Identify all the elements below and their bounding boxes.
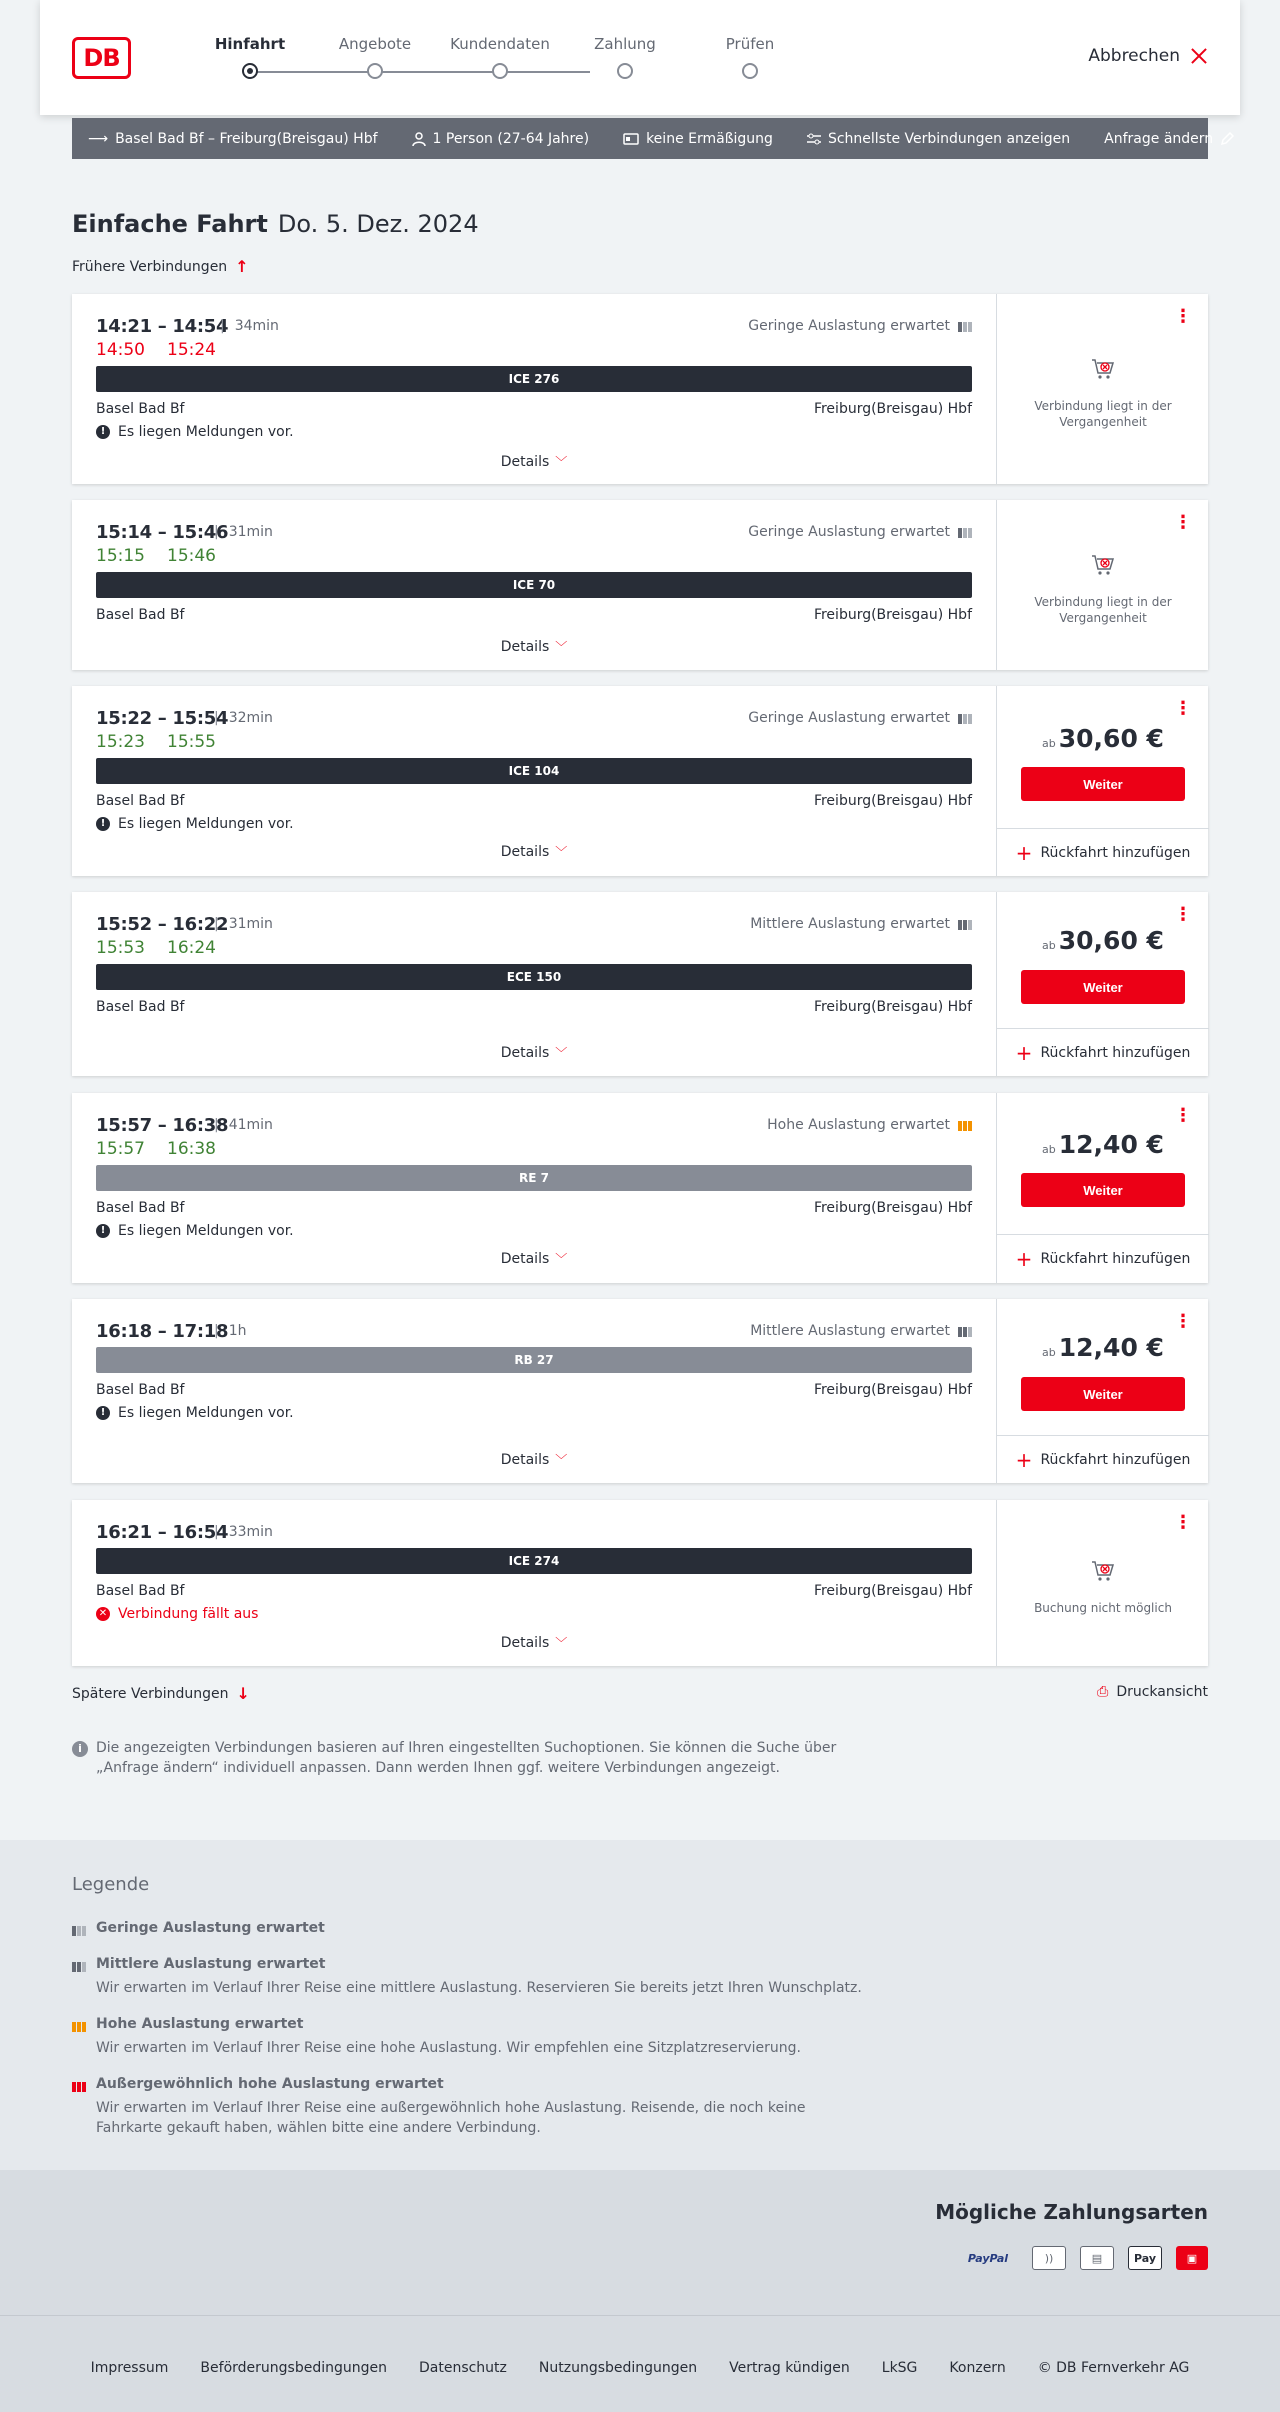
cancelled-notice (96, 1606, 258, 1622)
from-station: Basel Bad Bf (96, 793, 185, 809)
load-text: Mittlere Auslastung erwartet (750, 916, 950, 932)
details-toggle[interactable] (72, 1634, 996, 1651)
legend-item-desc: Wir erwarten im Verlauf Ihrer Reise eine außergewöhnlich hohe Auslastung. Reisende, die noch keine Fahrkarte gekauft haben, wählen bitte eine andere Verbindung. (96, 2100, 806, 2136)
db-logo[interactable]: DB (72, 37, 131, 79)
realtime-arrival: 15:55 (167, 732, 216, 752)
details-toggle[interactable] (72, 1250, 996, 1267)
price-value: 30,60 € (1058, 926, 1164, 955)
info-notice (72, 1738, 852, 1778)
connection-duration: | 1h (214, 1323, 247, 1339)
price-value: 30,60 € (1058, 724, 1164, 753)
cart-unavailable-icon (1091, 554, 1115, 576)
footer (0, 2315, 1280, 2412)
details-toggle[interactable] (72, 843, 996, 860)
details-label: Details (500, 1251, 550, 1267)
details-toggle[interactable] (72, 638, 996, 655)
progress-line (250, 71, 590, 73)
footer-link-konzern[interactable]: Konzern (949, 2360, 1006, 2376)
price-prefix: ab (1042, 939, 1056, 952)
alert-icon: ! (96, 817, 110, 831)
add-return-button[interactable] (997, 828, 1209, 876)
chevron-down-icon: ﹀ (555, 455, 568, 469)
arrow-up-icon: ↑ (235, 257, 249, 276)
chevron-down-icon: ﹀ (555, 845, 568, 859)
booking-panel (996, 892, 1208, 1076)
connection-card (72, 686, 1208, 876)
to-station: Freiburg(Breisgau) Hbf (813, 793, 972, 809)
query-bar (72, 118, 1214, 159)
filter-icon (807, 133, 821, 145)
message-notice (96, 1223, 294, 1239)
footer-link-datenschutz[interactable]: Datenschutz (418, 2360, 507, 2376)
query-option (807, 131, 1070, 147)
sepa-icon: ▤ (1080, 2246, 1114, 2270)
to-station: Freiburg(Breisgau) Hbf (813, 607, 972, 623)
load-low-icon (958, 526, 972, 538)
paypal-icon: PayPal (967, 2251, 1009, 2265)
legend-item-desc: Wir erwarten im Verlauf Ihrer Reise eine mittlere Auslastung. Reservieren Sie bereits jetzt Ihren Wunschplatz. (96, 1980, 862, 1996)
legend-item-title: Außergewöhnlich hohe Auslastung erwartet (96, 2076, 444, 2092)
more-options-icon[interactable]: ⋮ (1174, 1105, 1192, 1126)
load-low-icon (72, 1924, 86, 1936)
past-line-2: Vergangenheit (1059, 611, 1147, 625)
legend-item-title: Mittlere Auslastung erwartet (96, 1956, 326, 1972)
footer-copyright: © DB Fernverkehr AG (1037, 2360, 1190, 2376)
footer-link-lksg[interactable]: LkSG (881, 2360, 918, 2376)
add-return-button[interactable] (997, 1028, 1209, 1076)
change-query-label: Anfrage ändern (1104, 130, 1214, 147)
cart-unavailable-icon (1091, 1560, 1115, 1582)
details-label: Details (500, 1045, 550, 1061)
price-value: 12,40 € (1058, 1333, 1164, 1362)
connection-card (72, 1093, 1208, 1283)
realtime-arrival: 16:24 (167, 938, 216, 958)
details-toggle[interactable] (72, 1044, 996, 1061)
connection-duration: | 34min (220, 318, 279, 334)
past-line-1: Verbindung liegt in der (1034, 399, 1172, 413)
connection-times: 16:18 – 17:18 (96, 1321, 229, 1342)
arrow-right-icon: ⟶ (88, 130, 109, 147)
more-options-icon[interactable]: ⋮ (1174, 698, 1192, 719)
weiter-button[interactable]: Weiter (1021, 1377, 1185, 1411)
from-station: Basel Bad Bf (96, 1200, 185, 1216)
step-dot (617, 63, 633, 79)
realtime-arrival: 16:38 (167, 1139, 216, 1159)
legend-item-title: Geringe Auslastung erwartet (96, 1920, 325, 1936)
from-station: Basel Bad Bf (96, 999, 185, 1015)
info-text: Die angezeigten Verbindungen basieren auf Ihren eingestellten Suchoptionen. Sie können die Suche über „Anfrage ändern“ individuell anpassen. Dann werden Ihnen ggf. weitere Verbindungen angezeigt. (96, 1740, 837, 1776)
to-station: Freiburg(Breisgau) Hbf (813, 999, 972, 1015)
message-text: Es liegen Meldungen vor. (118, 1223, 294, 1239)
contactless-icon: )) (1032, 2246, 1066, 2270)
chevron-down-icon: ﹀ (555, 640, 568, 654)
to-station: Freiburg(Breisgau) Hbf (813, 1200, 972, 1216)
realtime-departure: 15:15 (96, 546, 145, 566)
add-return-label: Rückfahrt hinzufügen (1040, 1451, 1191, 1468)
alert-icon: ! (96, 425, 110, 439)
close-icon (1190, 47, 1208, 65)
price (997, 926, 1209, 955)
load-text: Geringe Auslastung erwartet (748, 710, 950, 726)
train-bar[interactable]: RE 7 (96, 1165, 972, 1191)
realtime-arrival: 15:46 (167, 546, 216, 566)
more-options-icon[interactable]: ⋮ (1174, 904, 1192, 925)
train-bar[interactable]: ICE 70 (96, 572, 972, 598)
price-prefix: ab (1042, 1143, 1056, 1156)
price (997, 1333, 1209, 1362)
load-indicator (750, 916, 972, 932)
past-notice (997, 398, 1209, 430)
realtime-times (96, 732, 238, 752)
connection-duration: | 31min (214, 916, 273, 932)
past-notice (997, 594, 1209, 626)
booking-panel (996, 1299, 1208, 1483)
later-connections-link[interactable] (72, 1684, 250, 1703)
load-text: Hohe Auslastung erwartet (767, 1117, 950, 1133)
trip-date: Do. 5. Dez. 2024 (277, 210, 479, 238)
footer-links (0, 2360, 1280, 2376)
details-label: Details (500, 844, 550, 860)
chevron-down-icon: ﹀ (555, 1636, 568, 1650)
load-text: Geringe Auslastung erwartet (748, 524, 950, 540)
legend-item-high (72, 2016, 872, 2058)
plus-icon: + (1015, 1040, 1033, 1065)
to-station: Freiburg(Breisgau) Hbf (813, 401, 972, 417)
message-notice (96, 816, 294, 832)
cancel-circle-icon: ✕ (96, 1607, 110, 1621)
footer-link-impressum[interactable]: Impressum (90, 2360, 169, 2376)
connection-times: 14:21 – 14:54 (96, 316, 229, 337)
alert-icon: ! (96, 1224, 110, 1238)
connection-card (72, 1299, 1208, 1483)
step-label: Kundendaten (450, 35, 550, 53)
plus-icon: + (1015, 1447, 1033, 1472)
booking-panel (996, 686, 1208, 876)
earlier-connections-link[interactable] (72, 257, 249, 276)
connection-times: 15:57 – 16:38 (96, 1115, 229, 1136)
more-options-icon[interactable]: ⋮ (1174, 1311, 1192, 1332)
chevron-down-icon: ﹀ (555, 1453, 568, 1467)
from-station: Basel Bad Bf (96, 401, 185, 417)
payment-icons (958, 2246, 1208, 2270)
details-label: Details (500, 454, 550, 470)
legend (0, 1840, 1280, 2170)
step-label: Hinfahrt (214, 35, 286, 53)
from-station: Basel Bad Bf (96, 1583, 185, 1599)
cart-unavailable-icon (1091, 358, 1115, 380)
price-prefix: ab (1042, 737, 1056, 750)
message-text: Es liegen Meldungen vor. (118, 1405, 294, 1421)
query-route-text: Basel Bad Bf – Freiburg(Breisgau) Hbf (115, 130, 378, 147)
footer-link-nutzungsbedingungen[interactable]: Nutzungsbedingungen (538, 2360, 698, 2376)
train-bar[interactable]: ICE 104 (96, 758, 972, 784)
price-prefix: ab (1042, 1346, 1056, 1359)
more-options-icon[interactable]: ⋮ (1174, 306, 1192, 327)
footer-link-vertrag-kuendigen[interactable]: Vertrag kündigen (729, 2360, 850, 2376)
message-text: Es liegen Meldungen vor. (118, 816, 294, 832)
message-text: Es liegen Meldungen vor. (118, 424, 294, 440)
load-indicator (748, 524, 972, 540)
realtime-departure: 15:57 (96, 1139, 145, 1159)
load-low-icon (958, 320, 972, 332)
connection-times: 15:14 – 15:46 (96, 522, 229, 543)
price-value: 12,40 € (1058, 1130, 1164, 1159)
train-bar[interactable]: ECE 150 (96, 964, 972, 990)
booking-panel (996, 294, 1208, 484)
footer-link-befoerderungsbedingungen[interactable]: Beförderungsbedingungen (200, 2360, 387, 2376)
info-icon: i (72, 1741, 88, 1757)
from-station: Basel Bad Bf (96, 1382, 185, 1398)
train-bar[interactable]: RB 27 (96, 1347, 972, 1373)
earlier-label: Frühere Verbindungen (72, 258, 228, 275)
legend-item-title: Hohe Auslastung erwartet (96, 2016, 304, 2032)
connection-duration: | 32min (214, 710, 273, 726)
realtime-times (96, 938, 238, 958)
query-passengers (412, 131, 590, 147)
cancelled-text: Verbindung fällt aus (118, 1606, 259, 1622)
realtime-times (96, 546, 238, 566)
query-passengers-text: 1 Person (27-64 Jahre) (432, 130, 590, 147)
connection-card (72, 500, 1208, 670)
add-return-label: Rückfahrt hinzufügen (1040, 1250, 1191, 1267)
booking-panel (996, 500, 1208, 670)
connection-card (72, 892, 1208, 1076)
connection-duration: | 31min (214, 524, 273, 540)
pencil-icon (1220, 132, 1234, 146)
add-return-label: Rückfahrt hinzufügen (1040, 1044, 1191, 1061)
message-notice (96, 1405, 294, 1421)
price (997, 1130, 1209, 1159)
connection-card (72, 1500, 1208, 1666)
step-label: Zahlung (594, 35, 656, 53)
realtime-times (96, 340, 238, 360)
step-dot-active (242, 63, 258, 79)
card-icon (623, 133, 639, 145)
chevron-down-icon: ﹀ (555, 1252, 568, 1266)
page-title (72, 210, 479, 238)
apple-pay-label: Pay (1133, 2251, 1157, 2265)
load-text: Geringe Auslastung erwartet (748, 318, 950, 334)
plus-icon: + (1015, 1246, 1033, 1271)
connection-times: 15:52 – 16:22 (96, 914, 229, 935)
connection-duration: | 41min (214, 1117, 273, 1133)
train-bar[interactable]: ICE 276 (96, 366, 972, 392)
plus-icon: + (1015, 840, 1033, 865)
booking-panel (996, 1093, 1208, 1283)
load-medium-icon (958, 1325, 972, 1337)
load-text: Mittlere Auslastung erwartet (750, 1323, 950, 1339)
add-return-label: Rückfahrt hinzufügen (1040, 844, 1191, 861)
to-station: Freiburg(Breisgau) Hbf (813, 1382, 972, 1398)
realtime-times (96, 1139, 238, 1159)
realtime-departure: 14:50 (96, 340, 145, 360)
load-low-icon (958, 712, 972, 724)
cancel-label: Abbrechen (1088, 46, 1180, 66)
load-indicator (750, 1323, 972, 1339)
add-return-button[interactable] (997, 1234, 1209, 1282)
legend-item-medium (72, 1956, 872, 1998)
message-notice (96, 424, 294, 440)
trip-type: Einfache Fahrt (72, 210, 268, 238)
step-dot (492, 63, 508, 79)
step-label: Prüfen (725, 35, 775, 53)
connection-duration: | 33min (214, 1524, 273, 1540)
arrow-down-icon: ↓ (236, 1684, 250, 1703)
not-possible-notice: Buchung nicht möglich (1034, 1601, 1172, 1615)
payment-title: Mögliche Zahlungsarten (935, 2200, 1208, 2224)
connection-times: 15:22 – 15:54 (96, 708, 229, 729)
step-label: Angebote (338, 35, 412, 53)
payment-methods (0, 2170, 1280, 2315)
query-discount (623, 131, 773, 147)
header (40, 0, 1240, 115)
load-high-icon (958, 1119, 972, 1131)
to-station: Freiburg(Breisgau) Hbf (813, 1583, 972, 1599)
price (997, 724, 1209, 753)
weiter-button[interactable]: Weiter (1021, 1173, 1185, 1207)
load-indicator (767, 1117, 972, 1133)
booking-panel (996, 1500, 1208, 1666)
printer-icon: ⎙ (1097, 1684, 1109, 1700)
realtime-departure: 15:23 (96, 732, 145, 752)
details-label: Details (500, 1452, 550, 1468)
realtime-departure: 15:53 (96, 938, 145, 958)
legend-item-extreme (72, 2076, 872, 2138)
load-high-icon (72, 2020, 86, 2032)
query-discount-text: keine Ermäßigung (646, 130, 773, 147)
print-view-link[interactable] (1097, 1684, 1208, 1700)
change-query-button[interactable] (1104, 131, 1234, 147)
load-indicator (748, 710, 972, 726)
connection-times: 16:21 – 16:54 (96, 1522, 229, 1543)
legend-item-desc: Wir erwarten im Verlauf Ihrer Reise eine hohe Auslastung. Wir empfehlen eine Sitzplatzreservierung. (96, 2040, 801, 2056)
chevron-down-icon: ﹀ (555, 1046, 568, 1060)
details-toggle[interactable] (72, 1451, 996, 1468)
load-medium-icon (958, 918, 972, 930)
details-label: Details (500, 1635, 550, 1651)
print-label: Druckansicht (1116, 1684, 1208, 1700)
load-extreme-icon (72, 2080, 86, 2092)
details-label: Details (500, 639, 550, 655)
details-toggle[interactable] (72, 453, 996, 470)
connection-card (72, 294, 1208, 484)
person-icon (412, 132, 426, 146)
query-route (88, 131, 378, 147)
add-return-button[interactable] (997, 1435, 1209, 1483)
legend-title: Legende (72, 1874, 150, 1895)
progress-steps (170, 0, 775, 115)
legend-item-low (72, 1920, 872, 1936)
weiter-button[interactable]: Weiter (1021, 970, 1185, 1004)
train-bar[interactable]: ICE 274 (96, 1548, 972, 1574)
cancel-button[interactable] (1088, 46, 1208, 66)
load-indicator (748, 318, 972, 334)
step-dot (742, 63, 758, 79)
realtime-arrival: 15:24 (167, 340, 216, 360)
weiter-button[interactable]: Weiter (1021, 767, 1185, 801)
past-line-1: Verbindung liegt in der (1034, 595, 1172, 609)
more-options-icon[interactable]: ⋮ (1174, 512, 1192, 533)
db-pay-icon: ▣ (1176, 2246, 1208, 2270)
query-option-text: Schnellste Verbindungen anzeigen (827, 130, 1071, 147)
apple-pay-icon (1128, 2246, 1162, 2270)
load-medium-icon (72, 1960, 86, 1972)
later-label: Spätere Verbindungen (72, 1685, 229, 1702)
alert-icon: ! (96, 1406, 110, 1420)
step-dot (367, 63, 383, 79)
more-options-icon[interactable]: ⋮ (1174, 1512, 1192, 1533)
from-station: Basel Bad Bf (96, 607, 185, 623)
past-line-2: Vergangenheit (1059, 415, 1147, 429)
